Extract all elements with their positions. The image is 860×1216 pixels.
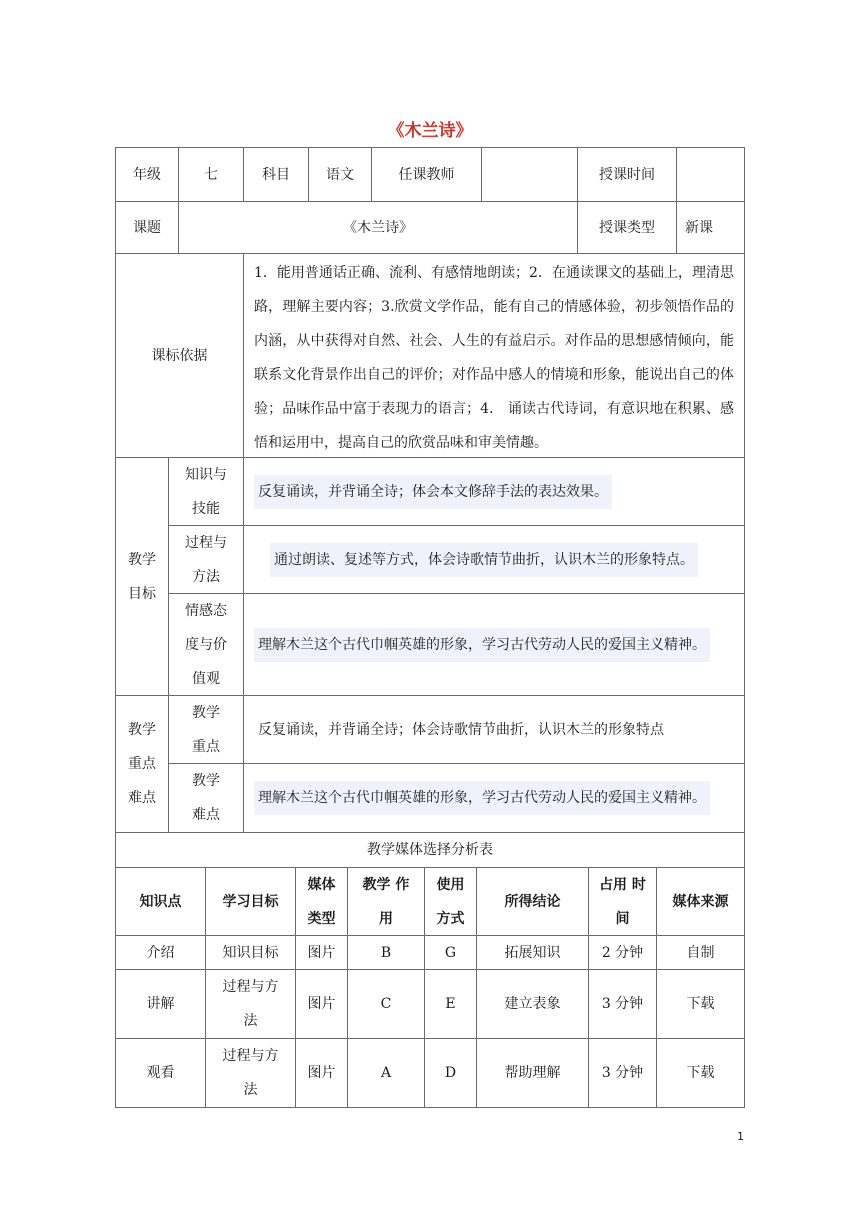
media-header-type: 媒体 类型 xyxy=(296,868,348,936)
media-row-3-time: 3 分钟 xyxy=(589,1039,657,1107)
time-value xyxy=(677,148,744,202)
media-row-2-type: 图片 xyxy=(296,970,348,1039)
media-row-2-goal: 过程与方 法 xyxy=(206,970,296,1039)
goal-3-label: 情感态 度与价 值观 xyxy=(169,594,244,696)
media-row-3-role: A xyxy=(348,1039,425,1107)
goal-1-text: 反复诵读，并背诵全诗；体会本文修辞手法的表达效果。 xyxy=(244,458,744,526)
basis-text-cell xyxy=(244,254,744,458)
teacher-label: 任课教师 xyxy=(372,148,482,202)
lesson-plan-table xyxy=(115,147,745,1108)
keypoint-1-text: 反复诵读，并背诵全诗；体会诗歌情节曲折，认识木兰的形象特点 xyxy=(244,696,744,764)
subject-label: 科目 xyxy=(244,148,309,202)
media-row-1-source: 自制 xyxy=(657,936,744,970)
media-row-1-type: 图片 xyxy=(296,936,348,970)
topic-label: 课题 xyxy=(116,202,179,254)
media-header-role: 教学 作 用 xyxy=(348,868,425,936)
media-table-title: 教学媒体选择分析表 xyxy=(116,833,744,868)
media-row-1-role: B xyxy=(348,936,425,970)
media-row-3-conclusion: 帮助理解 xyxy=(477,1039,589,1107)
media-row-2-role: C xyxy=(348,970,425,1039)
keypoint-2-text: 理解木兰这个古代巾帼英雄的形象，学习古代劳动人民的爱国主义精神。 xyxy=(244,764,744,833)
type-value: 新课 xyxy=(677,202,744,254)
media-row-3-usage: D xyxy=(425,1039,477,1107)
keypoint-2-label: 教学 难点 xyxy=(169,764,244,833)
media-row-1-point: 介绍 xyxy=(116,936,206,970)
media-row-1-time: 2 分钟 xyxy=(589,936,657,970)
document-title: 《木兰诗》 xyxy=(387,121,473,141)
basis-text: 1．能用普通话正确、流利、有感情地朗读；2．在通读课文的基础上，理清思路，理解主要内容；3.欣赏文学作品，能有自己的情感体验，初步领悟作品的内涵，从中获得对自然、社会、人生的有益启示。对作品的思想感情倾向，能联系文化背景作出自己的评价；对作品中感人的情境和形象，能说出自己的体验；品味作品中富于表现力的语言；4． 诵读古代诗词，有意识地在积累、感悟和运用中，提高自己的欣赏品味和审美情趣。 xyxy=(254,265,734,451)
media-header-point: 知识点 xyxy=(116,868,206,936)
grade-label: 年级 xyxy=(116,148,179,202)
page-number: 1 xyxy=(737,1130,744,1143)
media-row-2-point: 讲解 xyxy=(116,970,206,1039)
media-row-3-point: 观看 xyxy=(116,1039,206,1107)
time-label: 授课时间 xyxy=(578,148,677,202)
topic-value: 《木兰诗》 xyxy=(179,202,578,254)
goal-2-label: 过程与 方法 xyxy=(169,526,244,594)
media-row-3-goal: 过程与方 法 xyxy=(206,1039,296,1107)
media-header-source: 媒体来源 xyxy=(657,868,744,936)
goals-label xyxy=(116,458,169,696)
media-row-1-conclusion: 拓展知识 xyxy=(477,936,589,970)
media-row-2-usage: E xyxy=(425,970,477,1039)
subject-value: 语文 xyxy=(309,148,372,202)
media-header-goal: 学习目标 xyxy=(206,868,296,936)
media-header-time: 占用 时 间 xyxy=(589,868,657,936)
media-row-2-conclusion: 建立表象 xyxy=(477,970,589,1039)
media-row-1-goal: 知识目标 xyxy=(206,936,296,970)
media-header-usage: 使用 方式 xyxy=(425,868,477,936)
goals-label-line2: 目标 xyxy=(128,585,156,602)
type-label: 授课类型 xyxy=(578,202,677,254)
keypoints-label: 教学 重点 难点 xyxy=(116,696,169,833)
teacher-value xyxy=(482,148,578,202)
media-row-3-type: 图片 xyxy=(296,1039,348,1107)
keypoint-1-label: 教学 重点 xyxy=(169,696,244,764)
basis-label: 课标依据 xyxy=(116,254,244,458)
goals-label-line1: 教学 xyxy=(128,551,156,568)
media-row-2-source: 下载 xyxy=(657,970,744,1039)
media-header-conclusion: 所得结论 xyxy=(477,868,589,936)
media-row-2-time: 3 分钟 xyxy=(589,970,657,1039)
media-row-1-usage: G xyxy=(425,936,477,970)
goal-2-text: 通过朗读、复述等方式，体会诗歌情节曲折，认识木兰的形象特点。 xyxy=(244,526,744,594)
grade-value: 七 xyxy=(179,148,244,202)
goal-3-text: 理解木兰这个古代巾帼英雄的形象，学习古代劳动人民的爱国主义精神。 xyxy=(244,594,744,696)
goal-1-label: 知识与 技能 xyxy=(169,458,244,526)
media-row-3-source: 下载 xyxy=(686,1065,715,1081)
